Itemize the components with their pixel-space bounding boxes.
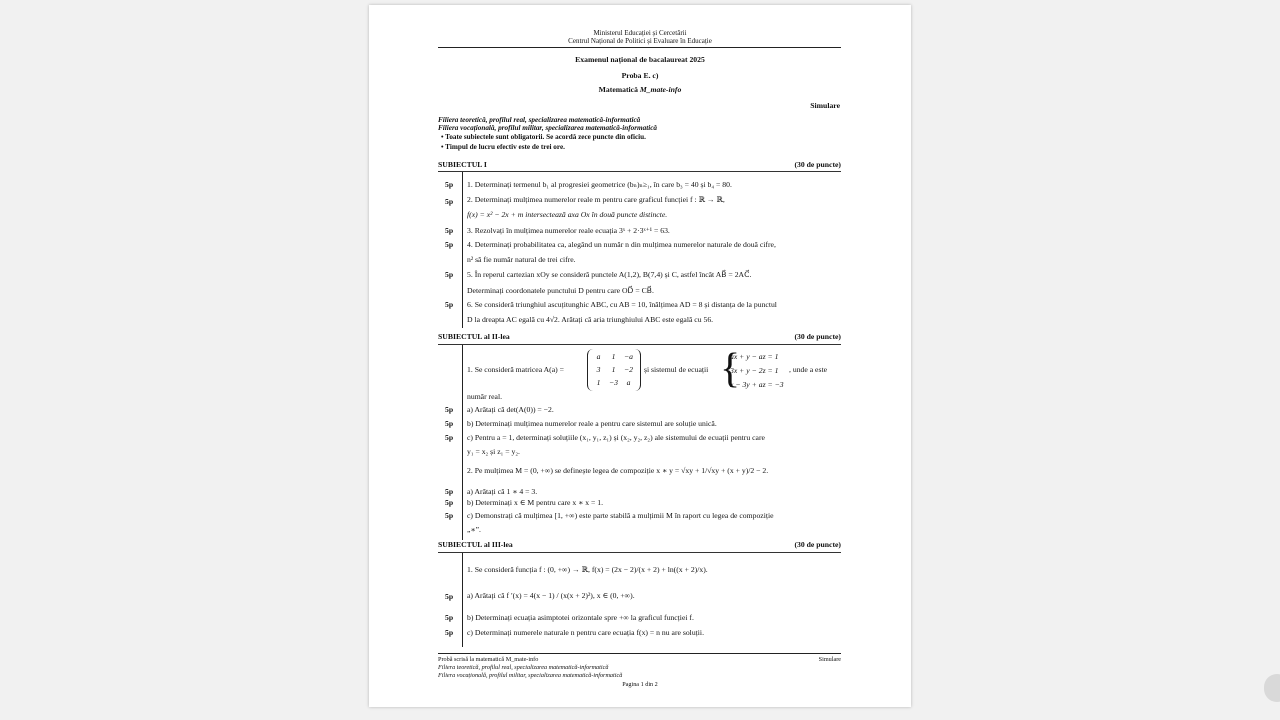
footer-line-2: Filiera teoretică, profilul real, specializarea matematică-informatică <box>438 664 609 671</box>
matrix-cell: 1 <box>611 365 616 374</box>
footer-line-3: Filiera vocațională, profilul militar, specializarea matematică-informatică <box>438 672 623 679</box>
s1-question-6: 6. Se consideră triunghiul ascuțitunghic ABC, cu AB = 10, înălțimea AD = 8 și distanța de la punctul <box>467 300 777 309</box>
points-label: 5p <box>445 405 454 414</box>
section-3-points: (30 de puncte) <box>794 540 841 549</box>
matrix-cell: −2 <box>623 365 634 374</box>
matrix-cell: 1 <box>611 352 616 361</box>
section-2-margin-line <box>462 345 463 540</box>
points-label: 5p <box>445 300 454 309</box>
section-1-title: SUBIECTUL I <box>438 160 487 169</box>
simulare-tag: Simulare <box>810 101 840 110</box>
s1-question-5-cont: Determinați coordonatele punctului D pentru care OD⃗ = CB⃗. <box>467 286 654 295</box>
matrix-cell: a <box>626 378 631 387</box>
s2-q1-suffix: , unde a este <box>789 365 827 374</box>
subject-title <box>369 85 911 94</box>
s1-question-4: 4. Determinați probabilitatea ca, alegând un număr n din mulțimea numerelor naturale de două cifre, <box>467 240 776 249</box>
s2-q2-a: a) Arătați că 1 ∗ 4 = 3. <box>467 487 538 496</box>
s3-question-1: 1. Se consideră funcția f : (0, +∞) → ℝ, f(x) = (2x − 2)/(x + 2) + ln((x + 2)/x). <box>467 565 708 574</box>
center-header: Centrul Național de Politici și Evaluare în Educație <box>568 37 712 45</box>
system-eq-3: x − 3y + az = −3 <box>730 380 784 389</box>
points-label: 5p <box>445 419 454 428</box>
matrix-cell: −a <box>623 352 634 361</box>
s3-q1-a: a) Arătați că f ′(x) = 4(x − 1) / (x(x + 2)²), x ∈ (0, +∞). <box>467 591 635 600</box>
section-1-margin-line <box>462 172 463 328</box>
s3-q1-c: c) Determinați numerele naturale n pentru care ecuația f(x) = n nu are soluții. <box>467 628 704 637</box>
points-label: 5p <box>445 628 454 637</box>
points-label: 5p <box>445 511 454 520</box>
matrix-cell: 3 <box>596 365 601 374</box>
system-eq-2: 3x + y − 2z = 1 <box>730 366 779 375</box>
s2-q1-b: b) Determinați mulțimea numerelor reale a pentru care sistemul are soluție unică. <box>467 419 717 428</box>
footer-tag: Simulare <box>818 656 841 663</box>
s2-q1-end: număr real. <box>467 392 503 401</box>
section-1-points: (30 de puncte) <box>794 160 841 169</box>
s1-question-1: 1. Determinați termenul b₁ al progresiei geometrice (bₙ)ₙ≥₁, în care b₃ = 40 și b₄ = 80. <box>467 180 732 189</box>
s1-question-6-cont: D la dreapta AC egală cu 4√2. Arătați că aria triunghiului ABC este egală cu 56. <box>467 315 714 324</box>
intro-line-2: Filiera vocațională, profilul militar, specializarea matematică-informatică <box>438 124 658 132</box>
s3-q1-b: b) Determinați ecuația asimptotei orizontale spre +∞ la graficul funcției f. <box>467 613 694 622</box>
scroll-button[interactable] <box>1264 674 1280 702</box>
matrix-cell: 1 <box>596 378 601 387</box>
exam-title: Examenul național de bacalaureat 2025 <box>575 55 705 64</box>
s1-question-2: 2. Determinați mulțimea numerelor reale m pentru care graficul funcției f : ℝ → ℝ, <box>467 195 725 204</box>
proba-title: Proba E. c) <box>621 71 659 80</box>
section-1-divider <box>438 171 841 172</box>
matrix-cell: a <box>596 352 601 361</box>
footer-divider <box>438 653 841 654</box>
header-divider <box>438 47 841 48</box>
exam-page <box>369 5 911 707</box>
s1-question-2-cont: f(x) = x² − 2x + m intersectează axa Ox în două puncte distincte. <box>467 210 668 219</box>
s2-q1-prefix: 1. Se consideră matricea A(a) = <box>467 365 564 374</box>
s2-q1-a: a) Arătați că det(A(0)) = −2. <box>467 405 554 414</box>
footer-page-number: Pagina 1 din 2 <box>622 681 658 688</box>
s1-question-3: 3. Rezolvați în mulțimea numerelor reale ecuația 3ˣ + 2·3ˣ⁺¹ = 63. <box>467 226 670 235</box>
s2-q2-c-cont: „∗”. <box>467 525 481 534</box>
section-2-title: SUBIECTUL al II-lea <box>438 332 510 341</box>
system-eq-1: ax + y − az = 1 <box>730 352 779 361</box>
points-label: 5p <box>445 240 454 249</box>
points-label: 5p <box>445 498 454 507</box>
points-label: 5p <box>445 270 454 279</box>
intro-bullet-2: • Timpul de lucru efectiv este de trei ore. <box>441 143 565 151</box>
s2-q1-mid: și sistemul de ecuații <box>644 365 709 374</box>
s2-q1-c-cont: y₁ = x₂ și z₁ = y₂. <box>467 447 520 456</box>
s2-q2-b: b) Determinați x ∈ M pentru care x ∗ x = 1. <box>467 498 604 507</box>
points-label: 5p <box>445 613 454 622</box>
intro-line-1: Filiera teoretică, profilul real, specializarea matematică-informatică <box>438 116 641 124</box>
points-label: 5p <box>445 180 454 189</box>
ministry-header: Ministerul Educației și Cercetării <box>593 29 687 37</box>
section-3-title: SUBIECTUL al III-lea <box>438 540 513 549</box>
section-2-points: (30 de puncte) <box>794 332 841 341</box>
section-2-divider <box>438 344 841 345</box>
s2-q2-c: c) Demonstrați că mulțimea [1, +∞) este parte stabilă a mulțimii M în raport cu legea de compoziție <box>467 511 774 520</box>
points-label: 5p <box>445 226 454 235</box>
section-3-margin-line <box>462 553 463 647</box>
points-label: 5p <box>445 197 454 206</box>
section-3-divider <box>438 552 841 553</box>
subject-prefix: Matematică <box>598 85 638 94</box>
subject-name: M_mate-info <box>639 85 682 94</box>
points-label: 5p <box>445 487 454 496</box>
points-label: 5p <box>445 592 454 601</box>
intro-bullet-1: • Toate subiectele sunt obligatorii. Se acordă zece puncte din oficiu. <box>441 133 646 141</box>
matrix-cell: −3 <box>608 378 619 387</box>
footer-line-1: Probă scrisă la matematică M_mate-info <box>438 656 539 663</box>
points-label: 5p <box>445 433 454 442</box>
s1-question-5: 5. În reperul cartezian xOy se consideră punctele A(1,2), B(7,4) și C, astfel încât AB⃗ = 2AC⃗. <box>467 270 752 279</box>
system-brace: { <box>720 346 741 392</box>
s1-question-4-cont: n² să fie număr natural de trei cifre. <box>467 255 576 264</box>
s2-question-2: 2. Pe mulțimea M = (0, +∞) se definește legea de compoziție x ∗ y = √xy + 1/√xy + (x + y)/2 − 2. <box>467 466 769 475</box>
s2-q1-c: c) Pentru a = 1, determinați soluțiile (x₁, y₁, z₁) și (x₂, y₂, z₂) ale sistemului de ecuații pentru care <box>467 433 765 442</box>
